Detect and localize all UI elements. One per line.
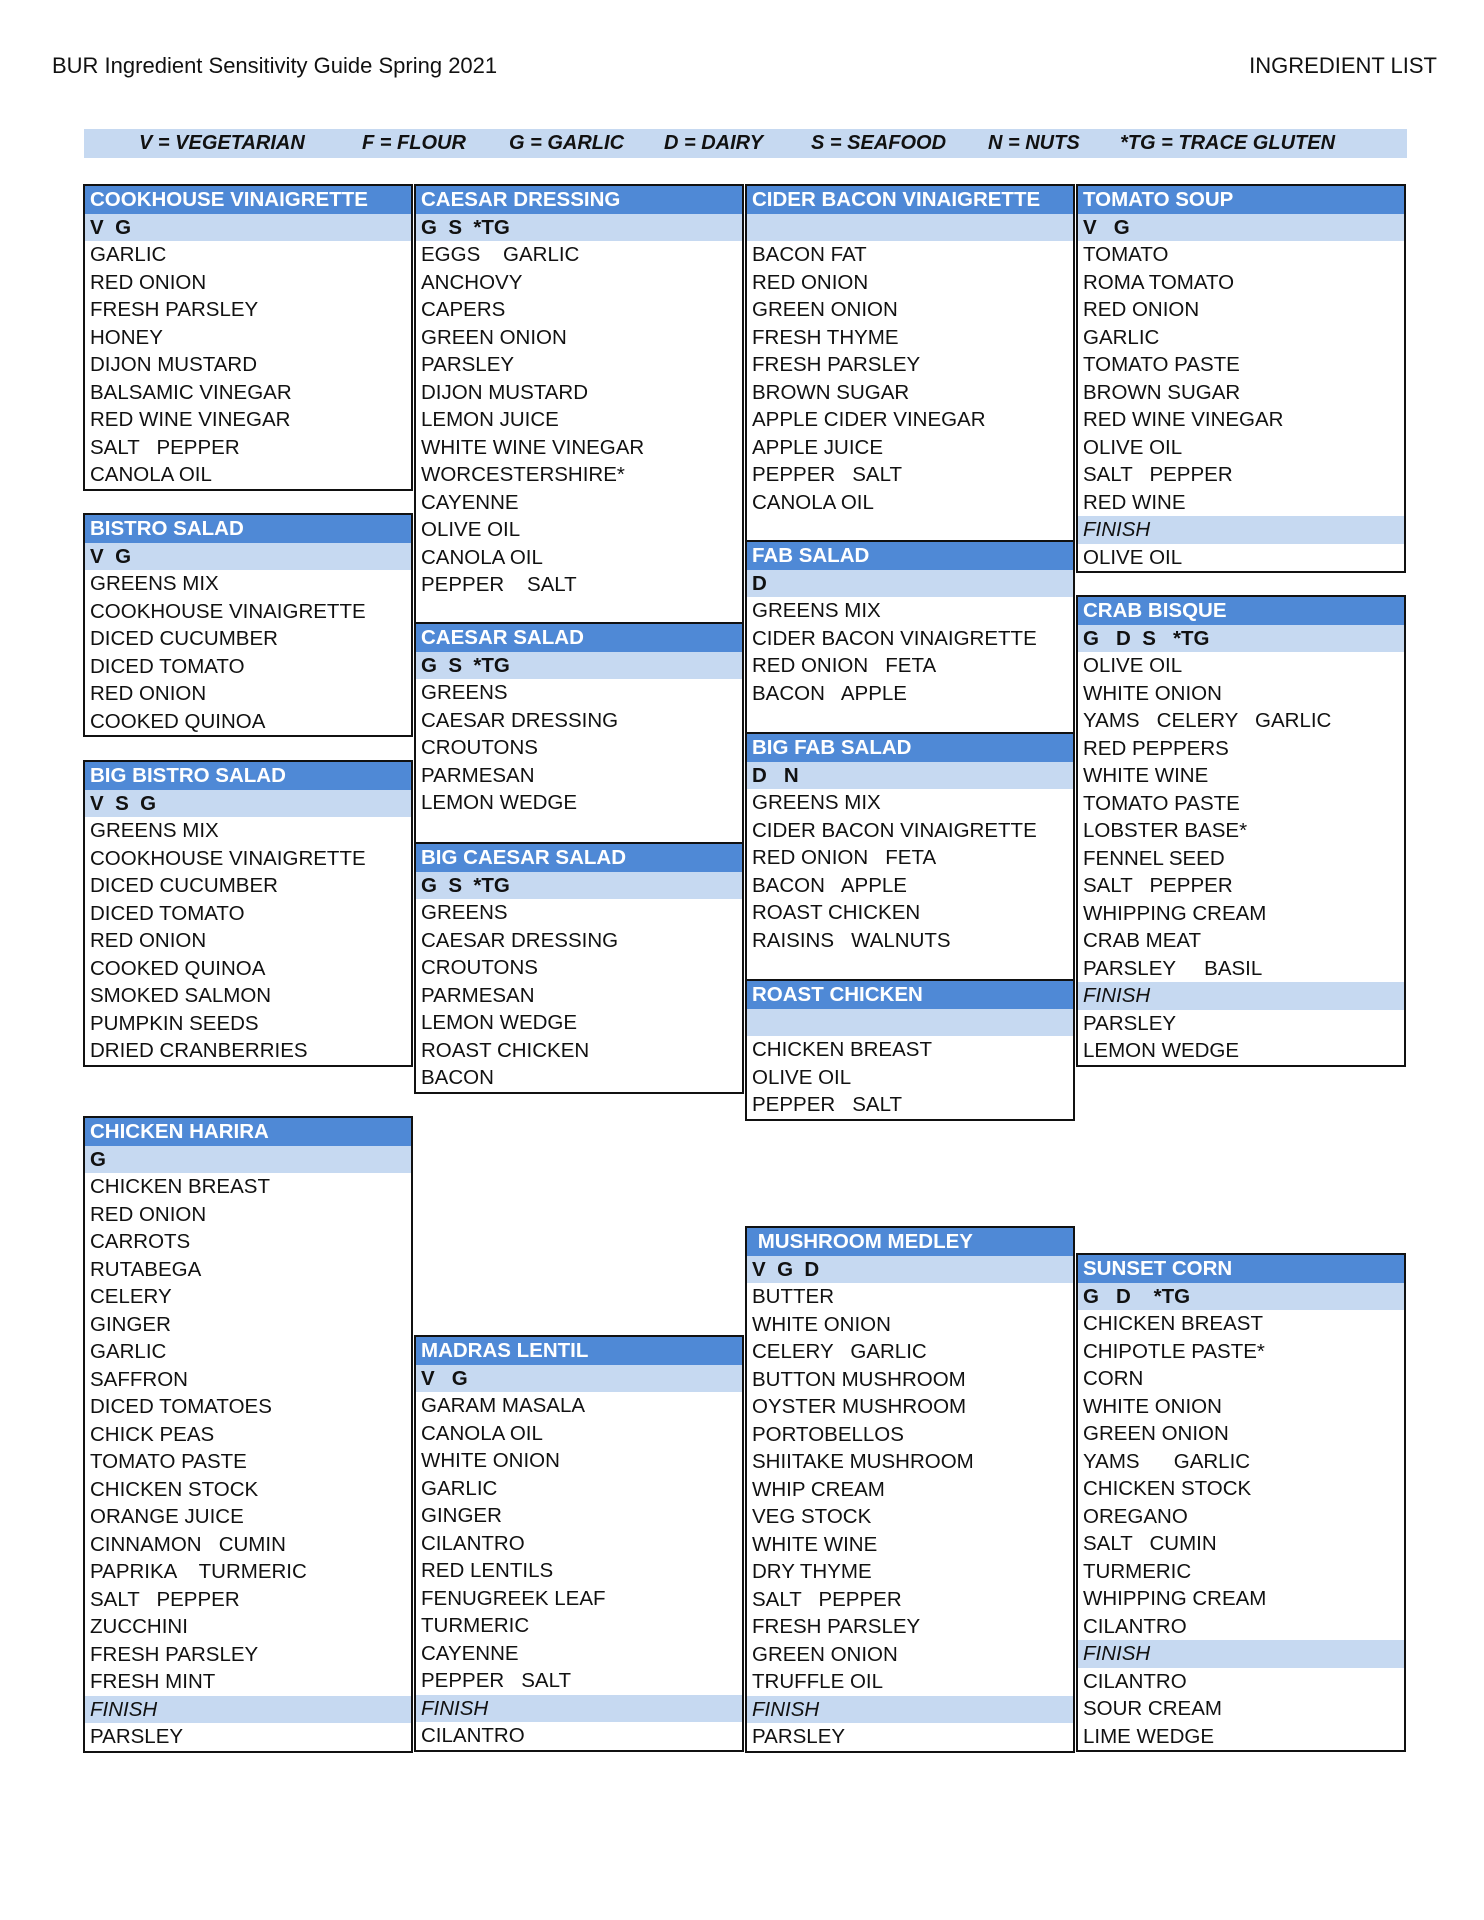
ingredient-item: COOKED QUINOA	[90, 709, 266, 733]
recipe-title: SUNSET CORN	[1078, 1255, 1404, 1283]
sensitivity-tags: D N	[747, 762, 1073, 790]
ingredient-item: RED ONION	[90, 1202, 207, 1226]
ingredient-item: CELERY	[90, 1285, 172, 1308]
ingredient-item: SALT CUMIN	[1083, 1532, 1217, 1555]
ingredient-item: GREENS	[421, 901, 508, 924]
recipe-card-chicken-harira	[83, 1116, 413, 1753]
recipe-card-big-bistro-salad	[83, 760, 413, 1067]
ingredient-item: GARLIC	[1083, 325, 1160, 349]
ingredient-item: GINGER	[90, 1312, 171, 1336]
recipe-title: CHICKEN HARIRA	[85, 1118, 411, 1146]
recipe-card-bistro-salad	[83, 513, 413, 737]
ingredient-item: CILANTRO	[1083, 1614, 1187, 1638]
recipe-title: MUSHROOM MEDLEY	[747, 1228, 1073, 1256]
ingredient-item: YAMS CELERY GARLIC	[1083, 709, 1332, 732]
ingredient-item: DICED CUCUMBER	[90, 627, 278, 650]
ingredient-item: FRESH THYME	[752, 325, 899, 349]
ingredient-item: CORN	[1083, 1367, 1144, 1390]
recipe-card-roast-chicken	[745, 979, 1075, 1121]
ingredient-item: ZUCCHINI	[90, 1615, 188, 1638]
ingredient-item: RED ONION	[90, 682, 207, 705]
recipe-title: COOKHOUSE VINAIGRETTE	[85, 186, 411, 214]
ingredient-item: COOKED QUINOA	[90, 956, 266, 980]
ingredient-item: RED PEPPERS	[1083, 736, 1229, 760]
finish-ingredient-item: LIME WEDGE	[1083, 1724, 1214, 1748]
ingredient-item: BACON APPLE	[752, 873, 907, 897]
ingredient-item: CHIPOTLE PASTE*	[1083, 1339, 1265, 1363]
recipe-title: TOMATO SOUP	[1078, 186, 1404, 214]
legend-item: F = FLOUR	[362, 132, 466, 154]
ingredient-item: GREEN ONION	[421, 325, 567, 349]
ingredient-item: WHITE WINE VINEGAR	[421, 435, 645, 459]
ingredient-item: FRESH PARSLEY	[90, 1642, 259, 1666]
ingredient-item: EGGS GARLIC	[421, 243, 580, 266]
recipe-card-mushroom-medley	[745, 1226, 1075, 1753]
ingredient-item: SALT PEPPER	[90, 1587, 240, 1611]
ingredient-item: LEMON JUICE	[421, 408, 559, 431]
finish-label: FINISH	[1078, 982, 1404, 1010]
ingredient-item: RED ONION	[752, 270, 869, 294]
sensitivity-tags: G S *TG	[416, 652, 742, 680]
ingredient-item: OLIVE OIL	[1083, 654, 1183, 677]
ingredient-item: SALT PEPPER	[90, 435, 240, 459]
ingredient-item: CANOLA OIL	[421, 545, 543, 569]
ingredient-item: FENUGREEK LEAF	[421, 1586, 606, 1610]
finish-ingredient-item: PARSLEY	[752, 1725, 846, 1748]
ingredient-item: ROAST CHICKEN	[752, 901, 921, 924]
ingredient-item: TURMERIC	[421, 1614, 530, 1637]
ingredient-item: COOKHOUSE VINAIGRETTE	[90, 599, 366, 623]
ingredient-item: ANCHOVY	[421, 270, 523, 294]
sensitivity-tags: V G	[85, 214, 411, 242]
ingredient-item: CANOLA OIL	[90, 463, 212, 486]
ingredient-item: RUTABEGA	[90, 1257, 202, 1281]
finish-label: FINISH	[1078, 1640, 1404, 1668]
ingredient-item: DIJON MUSTARD	[90, 353, 258, 376]
recipe-card-big-fab-salad	[745, 732, 1075, 984]
sensitivity-tags: G D *TG	[1078, 1283, 1404, 1311]
ingredient-item: SHIITAKE MUSHROOM	[752, 1450, 974, 1473]
ingredient-item: TRUFFLE OIL	[752, 1670, 883, 1693]
ingredient-item: CINNAMON CUMIN	[90, 1532, 286, 1556]
legend-item: N = NUTS	[988, 132, 1080, 154]
finish-label: FINISH	[85, 1696, 411, 1724]
ingredient-item: CAPERS	[421, 298, 506, 321]
sensitivity-tags: G D S *TG	[1078, 625, 1404, 653]
recipe-card-sunset-corn	[1076, 1253, 1406, 1752]
ingredient-item: WHITE ONION	[1083, 1394, 1222, 1418]
ingredient-item: GINGER	[421, 1504, 502, 1527]
document-section-label: INGREDIENT LIST	[1249, 53, 1437, 78]
ingredient-item: GARAM MASALA	[421, 1394, 586, 1417]
finish-ingredient-item: SOUR CREAM	[1083, 1697, 1222, 1720]
ingredient-item: RED LENTILS	[421, 1559, 554, 1582]
ingredient-item: PEPPER SALT	[421, 1669, 572, 1692]
ingredient-item: CAESAR DRESSING	[421, 928, 619, 952]
sensitivity-tags: V G	[416, 1365, 742, 1393]
recipe-card-fab-salad	[745, 540, 1075, 737]
ingredient-item: BUTTON MUSHROOM	[752, 1367, 966, 1391]
ingredient-item: PEPPER SALT	[752, 463, 903, 486]
blank-row	[416, 817, 742, 845]
ingredient-item: ORANGE JUICE	[90, 1505, 244, 1528]
ingredient-item: APPLE JUICE	[752, 435, 884, 459]
ingredient-item: PORTOBELLOS	[752, 1422, 904, 1446]
ingredient-item: WHIP CREAM	[752, 1477, 885, 1501]
ingredient-item: FENNEL SEED	[1083, 846, 1225, 870]
ingredient-item: SALT PEPPER	[752, 1587, 902, 1611]
ingredient-item: PAPRIKA TURMERIC	[90, 1560, 307, 1583]
ingredient-item: WHIPPING CREAM	[1083, 1587, 1267, 1610]
ingredient-item: RED WINE VINEGAR	[90, 408, 291, 431]
ingredient-item: DIJON MUSTARD	[421, 380, 589, 404]
ingredient-item: OLIVE OIL	[421, 518, 521, 541]
ingredient-item: RED ONION	[1083, 298, 1200, 321]
ingredient-item: OLIVE OIL	[1083, 435, 1183, 459]
sensitivity-tags	[747, 1009, 1073, 1037]
recipe-title: BIG FAB SALAD	[747, 734, 1073, 762]
ingredient-item: PEPPER SALT	[421, 573, 577, 596]
finish-ingredient-item: LEMON WEDGE	[1083, 1039, 1240, 1062]
ingredient-item: RED ONION FETA	[752, 846, 937, 869]
sensitivity-tags: V G	[1078, 214, 1404, 242]
ingredient-item: SALT PEPPER	[1083, 463, 1233, 486]
sensitivity-tags: V G D	[747, 1256, 1073, 1284]
ingredient-item: FRESH PARSLEY	[752, 353, 921, 376]
ingredient-item: FRESH MINT	[90, 1670, 216, 1693]
recipe-title: CAESAR DRESSING	[416, 186, 742, 214]
ingredient-item: GARLIC	[90, 1340, 167, 1363]
ingredient-item: TOMATO	[1083, 243, 1169, 266]
legend-item: *TG = TRACE GLUTEN	[1120, 132, 1336, 154]
ingredient-item: OLIVE OIL	[752, 1065, 852, 1089]
ingredient-item: WHITE ONION	[1083, 681, 1222, 705]
recipe-title: CRAB BISQUE	[1078, 597, 1404, 625]
ingredient-item: SMOKED SALMON	[90, 984, 272, 1007]
ingredient-item: DICED TOMATO	[90, 901, 245, 925]
recipe-card-caesar-dressing	[414, 184, 744, 628]
recipe-title: MADRAS LENTIL	[416, 1337, 742, 1365]
ingredient-item: WORCESTERSHIRE*	[421, 463, 625, 486]
legend-item: V = VEGETARIAN	[139, 132, 305, 154]
ingredient-item: FRESH PARSLEY	[90, 298, 259, 321]
sensitivity-tags: G S *TG	[416, 872, 742, 900]
ingredient-item: CAYENNE	[421, 1641, 519, 1665]
ingredient-item: RED ONION FETA	[752, 654, 937, 677]
ingredient-item: GREEN ONION	[1083, 1422, 1229, 1445]
finish-label: FINISH	[747, 1696, 1073, 1724]
sensitivity-tags: D	[747, 570, 1073, 598]
ingredient-item: DICED TOMATO	[90, 654, 245, 678]
ingredient-item: DRY THYME	[752, 1560, 872, 1583]
recipe-card-caesar-salad	[414, 622, 744, 846]
finish-ingredient-item: OLIVE OIL	[1083, 545, 1183, 569]
sensitivity-tags: V G	[85, 543, 411, 571]
ingredient-item: PUMPKIN SEEDS	[90, 1011, 259, 1035]
ingredient-item: PARSLEY BASIL	[1083, 956, 1263, 980]
ingredient-item: APPLE CIDER VINEGAR	[752, 408, 986, 431]
ingredient-item: BUTTER	[752, 1285, 834, 1308]
ingredient-item: WHITE ONION	[421, 1449, 560, 1472]
sensitivity-tags: V S G	[85, 790, 411, 818]
ingredient-item: CIDER BACON VINAIGRETTE	[752, 626, 1037, 650]
recipe-card-tomato-soup	[1076, 184, 1406, 573]
recipe-title: BISTRO SALAD	[85, 515, 411, 543]
ingredient-item: TOMATO PASTE	[1083, 353, 1240, 376]
recipe-card-big-caesar-salad	[414, 842, 744, 1094]
ingredient-item: BROWN SUGAR	[752, 380, 910, 404]
ingredient-item: OREGANO	[1083, 1504, 1188, 1528]
ingredient-item: CRAB MEAT	[1083, 929, 1202, 952]
ingredient-item: GREENS	[421, 681, 508, 704]
ingredient-item: DICED CUCUMBER	[90, 874, 278, 897]
blank-row	[747, 707, 1073, 735]
ingredient-item: BACON FAT	[752, 243, 867, 266]
ingredient-item: CIDER BACON VINAIGRETTE	[752, 818, 1037, 842]
ingredient-item: PARMESAN	[421, 983, 535, 1007]
ingredient-item: GREENS MIX	[752, 791, 881, 814]
ingredient-item: BACON APPLE	[752, 681, 907, 705]
ingredient-item: BACON	[421, 1066, 494, 1089]
ingredient-item: SAFFRON	[90, 1367, 188, 1391]
ingredient-item: GREENS MIX	[90, 572, 219, 595]
recipe-title: CAESAR SALAD	[416, 624, 742, 652]
ingredient-item: WHIPPING CREAM	[1083, 901, 1267, 925]
ingredient-item: RAISINS WALNUTS	[752, 928, 951, 952]
ingredient-item: DRIED CRANBERRIES	[90, 1039, 308, 1062]
sensitivity-tags: G S *TG	[416, 214, 742, 242]
finish-ingredient-item: PARSLEY	[90, 1725, 184, 1748]
ingredient-item: CELERY GARLIC	[752, 1340, 927, 1363]
ingredient-item: PARMESAN	[421, 763, 535, 787]
ingredient-item: VEG STOCK	[752, 1505, 872, 1528]
ingredient-item: CROUTONS	[421, 736, 538, 759]
ingredient-item: CROUTONS	[421, 956, 538, 979]
sensitivity-tags: G	[85, 1146, 411, 1174]
ingredient-item: CHICK PEAS	[90, 1422, 215, 1446]
ingredient-item: WHITE WINE	[752, 1532, 878, 1556]
ingredient-item: CHICKEN BREAST	[1083, 1312, 1263, 1335]
ingredient-item: RED ONION	[90, 270, 207, 294]
finish-ingredient-item: PARSLEY	[1083, 1011, 1177, 1035]
legend-item: S = SEAFOOD	[811, 132, 947, 154]
ingredient-item: CHICKEN BREAST	[90, 1175, 270, 1198]
ingredient-item: CHICKEN STOCK	[90, 1477, 259, 1501]
recipe-title: FAB SALAD	[747, 542, 1073, 570]
ingredient-item: RED WINE	[1083, 490, 1186, 514]
recipe-title: BIG CAESAR SALAD	[416, 844, 742, 872]
legend-bar	[84, 129, 1407, 158]
ingredient-item: GARLIC	[421, 1476, 498, 1500]
ingredient-item: GREEN ONION	[752, 298, 898, 321]
ingredient-item: LEMON WEDGE	[421, 791, 578, 814]
ingredient-item: CAESAR DRESSING	[421, 708, 619, 732]
ingredient-item: CHICKEN BREAST	[752, 1038, 932, 1061]
finish-ingredient-item: CILANTRO	[421, 1724, 525, 1747]
ingredient-item: DICED TOMATOES	[90, 1395, 272, 1418]
ingredient-item: FRESH PARSLEY	[752, 1615, 921, 1638]
document-title: BUR Ingredient Sensitivity Guide Spring 2021	[52, 53, 498, 78]
ingredient-item: YAMS GARLIC	[1083, 1449, 1251, 1473]
recipe-card-madras-lentil	[414, 1335, 744, 1752]
ingredient-item: CHICKEN STOCK	[1083, 1477, 1252, 1500]
ingredient-item: CILANTRO	[421, 1531, 525, 1555]
legend-item: D = DAIRY	[664, 132, 764, 154]
ingredient-item: GREENS MIX	[752, 599, 881, 622]
ingredient-item: BROWN SUGAR	[1083, 380, 1241, 404]
sensitivity-tags	[747, 214, 1073, 242]
ingredient-item: TURMERIC	[1083, 1559, 1192, 1583]
ingredient-item: WHITE WINE	[1083, 764, 1209, 787]
legend-item: G = GARLIC	[509, 132, 625, 154]
ingredient-item: HONEY	[90, 325, 163, 349]
ingredient-item: CARROTS	[90, 1230, 191, 1253]
ingredient-item: LEMON WEDGE	[421, 1011, 578, 1034]
finish-label: FINISH	[1078, 516, 1404, 544]
ingredient-item: RED ONION	[90, 929, 207, 952]
finish-label: FINISH	[416, 1695, 742, 1723]
recipe-title: BIG BISTRO SALAD	[85, 762, 411, 790]
ingredient-item: LOBSTER BASE*	[1083, 819, 1248, 842]
recipe-card-cookhouse-vinaigrette	[83, 184, 413, 491]
ingredient-item: PEPPER SALT	[752, 1093, 903, 1116]
ingredient-item: ROMA TOMATO	[1083, 270, 1235, 294]
ingredient-item: RED WINE VINEGAR	[1083, 408, 1284, 431]
ingredient-item: CAYENNE	[421, 490, 519, 514]
recipe-title: CIDER BACON VINAIGRETTE	[747, 186, 1073, 214]
recipe-card-cider-bacon-vinaigrette	[745, 184, 1075, 546]
ingredient-item: GREENS MIX	[90, 819, 219, 842]
ingredient-item: PARSLEY	[421, 353, 515, 376]
finish-ingredient-item: CILANTRO	[1083, 1669, 1187, 1693]
ingredient-item: COOKHOUSE VINAIGRETTE	[90, 846, 366, 870]
blank-row	[747, 954, 1073, 982]
ingredient-item: ROAST CHICKEN	[421, 1038, 590, 1062]
ingredient-item: SALT PEPPER	[1083, 874, 1233, 897]
ingredient-item: GREEN ONION	[752, 1642, 898, 1666]
ingredient-item: WHITE ONION	[752, 1312, 891, 1336]
ingredient-item: OYSTER MUSHROOM	[752, 1395, 967, 1418]
ingredient-item: TOMATO PASTE	[1083, 791, 1240, 815]
ingredient-item: CANOLA OIL	[752, 490, 874, 514]
recipe-title: ROAST CHICKEN	[747, 981, 1073, 1009]
ingredient-item: TOMATO PASTE	[90, 1450, 247, 1473]
ingredient-item: BALSAMIC VINEGAR	[90, 380, 292, 404]
ingredient-item: CANOLA OIL	[421, 1421, 543, 1445]
ingredient-item: GARLIC	[90, 243, 167, 266]
recipe-card-crab-bisque	[1076, 595, 1406, 1067]
